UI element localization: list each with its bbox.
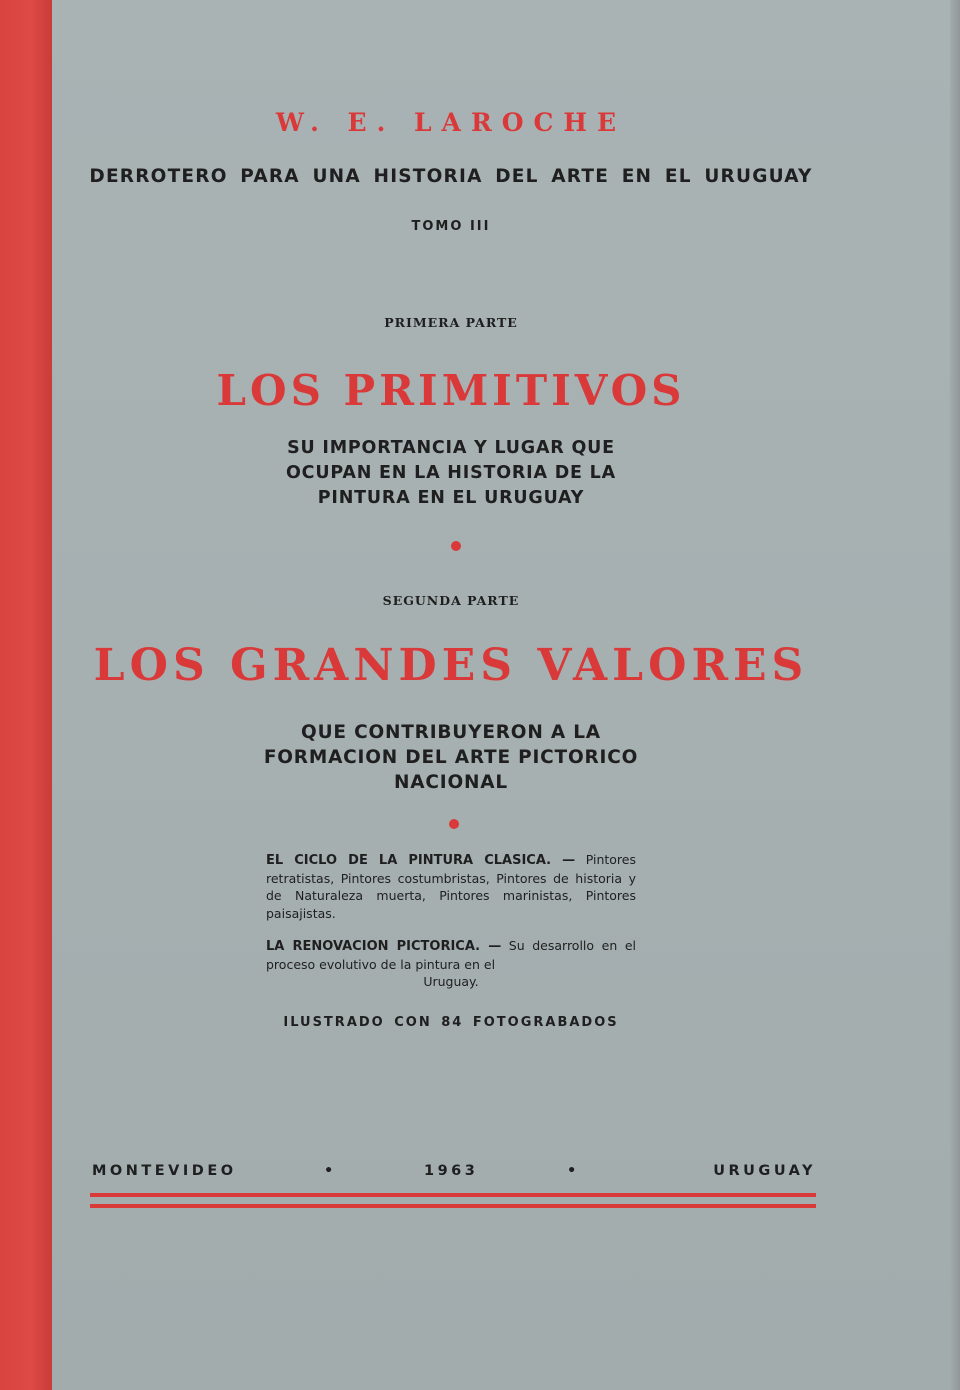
series-title: DERROTERO PARA UNA HISTORIA DEL ARTE EN EL URUGUAY xyxy=(89,166,813,187)
contents-block-renovation xyxy=(266,937,636,991)
subtitle-line: NACIONAL xyxy=(394,772,508,793)
red-bullet-divider xyxy=(451,541,461,551)
contents-text-last: Uruguay. xyxy=(423,974,479,989)
contents-block-classic xyxy=(266,851,636,922)
volume-label: TOMO III xyxy=(411,219,491,234)
red-spine-band xyxy=(0,0,52,1390)
part-two-title: LOS GRANDES VALORES xyxy=(93,640,809,691)
subtitle-line: OCUPAN EN LA HISTORIA DE LA xyxy=(286,463,616,483)
contents-text: Pintores retratistas, Pintores costumbristas, Pintores de historia y de Naturaleza muerta, Pintores marinistas, Pintores paisajistas. xyxy=(266,852,636,921)
imprint-country: URUGUAY xyxy=(713,1163,816,1179)
contents-heading: LA RENOVACION PICTORICA. — xyxy=(266,939,502,954)
imprint-separator: • xyxy=(567,1163,580,1179)
imprint-separator: • xyxy=(324,1163,337,1179)
contents-text: Su desarrollo en el proceso evolutivo de la pintura en el xyxy=(266,938,636,972)
illustrations-note: ILUSTRADO CON 84 FOTOGRABADOS xyxy=(283,1015,619,1030)
part-one-subtitle xyxy=(52,436,850,511)
subtitle-line: QUE CONTRIBUYERON A LA xyxy=(301,722,601,743)
part-two-label: SEGUNDA PARTE xyxy=(382,593,520,608)
part-one-title: LOS PRIMITIVOS xyxy=(216,366,686,415)
imprint-year: 1963 xyxy=(424,1163,479,1179)
author-name: W. E. LAROCHE xyxy=(275,108,627,137)
imprint-city: MONTEVIDEO xyxy=(92,1163,237,1179)
red-bullet-divider xyxy=(449,819,459,829)
imprint-footer xyxy=(90,1163,816,1187)
red-rule-bottom xyxy=(90,1204,816,1208)
part-one-label: PRIMERA PARTE xyxy=(384,315,518,330)
subtitle-line: SU IMPORTANCIA Y LUGAR QUE xyxy=(287,438,615,458)
subtitle-line: PINTURA EN EL URUGUAY xyxy=(317,488,585,508)
part-two-subtitle xyxy=(52,720,850,795)
subtitle-line: FORMACION DEL ARTE PICTORICO xyxy=(263,747,639,768)
red-rule-top xyxy=(90,1193,816,1197)
cover-edge xyxy=(950,0,960,1390)
contents-heading: EL CICLO DE LA PINTURA CLASICA. — xyxy=(266,853,576,868)
